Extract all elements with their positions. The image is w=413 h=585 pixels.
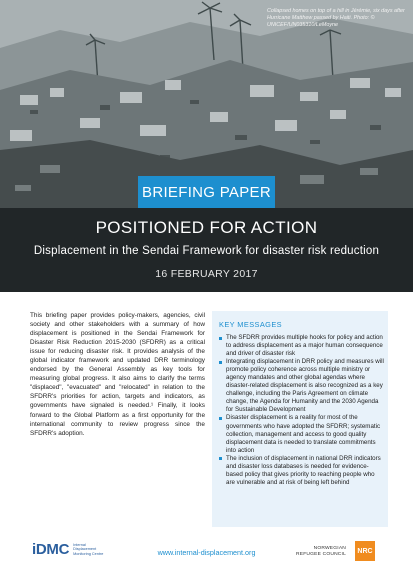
key-message-item: The SFDRR provides multiple hooks for policy and action to address displacement as a major human consequence and driver of disaster risk bbox=[219, 334, 384, 358]
key-message-item: Integrating displacement in DRR policy and measures will promote policy coherence across multiple ministry or agency mandates and other global agendas where disaster-related displacement is also recognized as a key challenge, including the Paris Agreement on climate change, the Agenda for Humanity and the 2030 Agenda for Sustainable Development bbox=[219, 358, 384, 414]
key-messages-title: KEY MESSAGES bbox=[219, 320, 282, 329]
idmc-logo-text: Internal Displacement Monitoring Centre bbox=[73, 542, 104, 556]
website-link[interactable]: www.internal-displacement.org bbox=[157, 548, 256, 557]
nrc-name bbox=[296, 546, 346, 558]
idmc-logo-mark: iDMC bbox=[32, 541, 70, 558]
nrc-name-line1: NORWEGIAN bbox=[313, 546, 347, 551]
briefing-paper-badge: BRIEFING PAPER bbox=[138, 176, 275, 208]
key-message-item: The inclusion of displacement in national DRR indicators and disaster loss databases is needed for evidence-based policy that gives priority to reaching people who are vulnerable and at risk of being left behind bbox=[219, 455, 384, 487]
photo-caption: Collapsed homes on top of a hill in Jérémie, six days after Hurricane Matthew passed by Haiti. Photo: © UNICEF/UN035310/LeMoyne bbox=[267, 8, 405, 28]
page-subtitle: Displacement in the Sendai Framework for disaster risk reduction bbox=[33, 245, 380, 257]
page-title: POSITIONED FOR ACTION bbox=[95, 218, 318, 237]
key-messages-list bbox=[219, 334, 384, 487]
publication-date: 16 FEBRUARY 2017 bbox=[155, 268, 258, 280]
nrc-logo: NRC bbox=[355, 541, 375, 561]
intro-paragraph: This briefing paper provides policy-makers, agencies, civil society and other stakeholders with a summary of how displacement is positioned in the Sendai Framework for Disaster Risk Reduction 2015-2030 (SFDRR) as a critical issue for reducing disaster risk. It provides analysis of the global indicator framework and updated DRR terminology endorsed by the General Assembly as key tools for measuring global progress. It also aims to clarify the terms "displaced", "evacuated" and "relocated" in relation to the SFDRR's priorities for action, targets and indicators, as governments have signaled is needed.¹ Finally, it looks forward to the Global Platform as a first opportunity for the international community to review progress since the SFDRR's adoption. bbox=[30, 312, 205, 437]
nrc-name-line2: REFUGEE COUNCIL bbox=[296, 552, 347, 558]
key-message-item: Disaster displacement is a reality for most of the governments who have adopted the SFDRR; systematic collection, management and access to good quality displacement data is needed to translate commitments into action bbox=[219, 414, 384, 454]
cover-photo bbox=[0, 0, 413, 292]
